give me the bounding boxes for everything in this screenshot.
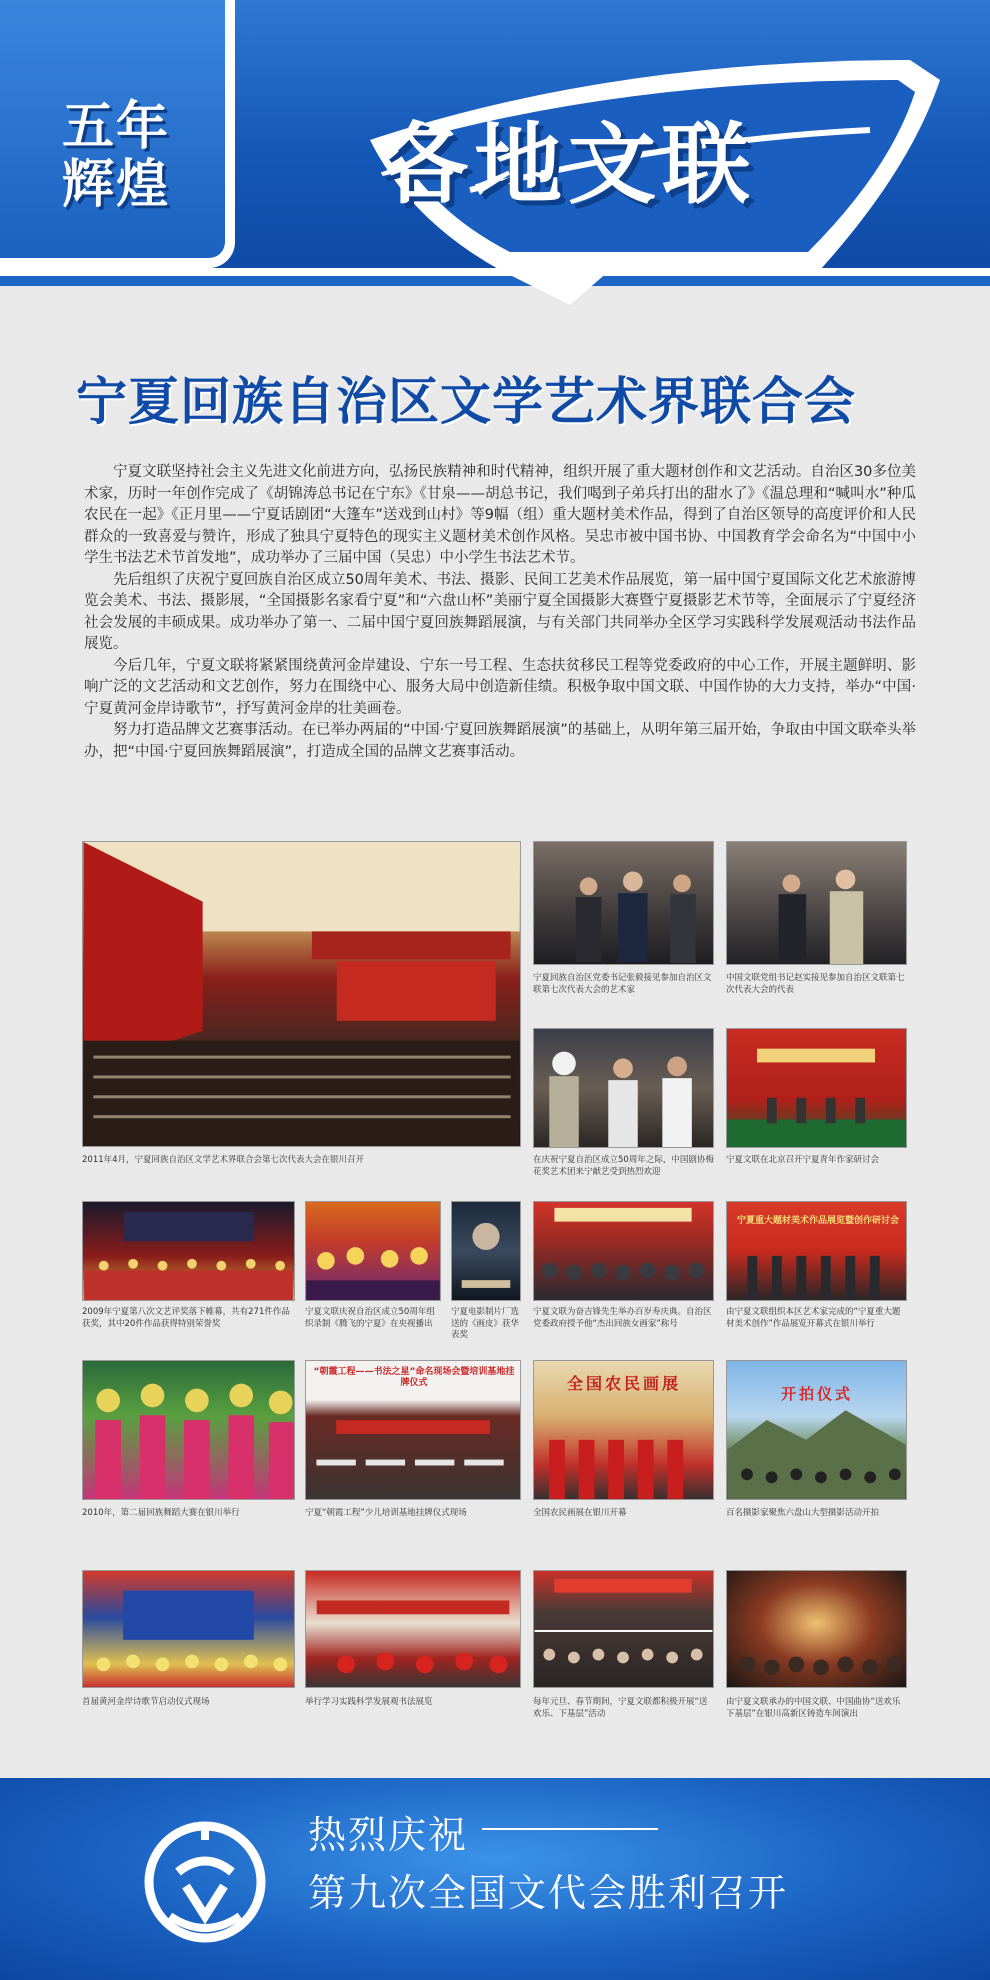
photo-caption: 宁夏回族自治区党委书记张毅接见参加自治区文联第七次代表大会的艺术家 [533, 973, 712, 995]
photo-writer-symposium [726, 1028, 907, 1148]
photo-film-poster [451, 1201, 521, 1301]
footer [0, 1778, 990, 1980]
photo-workshop-performance [726, 1570, 907, 1688]
photo-caption: 2010年，第二届回族舞蹈大赛在银川举行 [82, 1508, 240, 1518]
photo-art [306, 1202, 440, 1300]
footer-rule [482, 1828, 658, 1830]
photo-training-base [305, 1360, 521, 1500]
photo-art [727, 1571, 906, 1687]
photo-banner-text: 开拍仪式 [780, 1385, 853, 1403]
photo-art [83, 1202, 294, 1300]
photo-art [83, 1361, 294, 1499]
header-title: 各地文联 [380, 113, 757, 216]
photo-art [534, 1029, 713, 1147]
photo-poetry-festival [82, 1570, 295, 1688]
header [0, 0, 990, 320]
photo-caption: 首届黄河金岸诗歌节启动仪式现场 [82, 1697, 210, 1707]
footer-line2: 第九次全国文代会胜利召开 [308, 1871, 789, 1915]
photo-caption: 百名摄影家聚焦六盘山大型摄影活动开拍 [726, 1508, 880, 1518]
photo-caption: 2011年4月，宁夏回族自治区文学艺术界联合会第七次代表大会在银川召开 [82, 1155, 365, 1165]
photo-art [727, 1029, 906, 1147]
photo-banner-text: “朝霞工程——书法之星”命名现场会暨培训基地挂牌仪式 [313, 1367, 515, 1388]
photo-caption: 宁夏文联为奋吉锋先生举办百岁寿庆典。自治区党委政府授予他“杰出回族女画家”称号 [533, 1307, 712, 1329]
paragraph: 努力打造品牌文艺赛事活动。在已举办两届的“中国·宁夏回族舞蹈展演”的基础上，从明年第三届开始，争取由中国文联牵头举办，把“中国·宁夏回族舞蹈展演”，打造成全国的品牌文艺赛事活动。 [84, 722, 916, 760]
photo-caption: 中国文联党组书记赵实接见参加自治区文联第七次代表大会的代表 [726, 973, 905, 995]
org-title: 宁夏回族自治区文学艺术界联合会 [76, 373, 857, 432]
photo-leader-meeting [533, 841, 714, 965]
photo-calligraphy-exhibit [305, 1570, 521, 1688]
photo-art [534, 1571, 713, 1687]
photo-caption: 宁夏“朝霞工程”少儿培训基地挂牌仪式现场 [305, 1508, 467, 1518]
photo-tv-program [305, 1201, 441, 1301]
photo-caption: 每年元旦、春节期间，宁夏文联都积极开展“送欢乐、下基层”活动 [533, 1697, 708, 1719]
photo-peasant-painting [533, 1360, 714, 1500]
photo-art [452, 1202, 520, 1300]
photo-award-ceremony [82, 1201, 295, 1301]
photo-hui-dance [82, 1360, 295, 1500]
photo-caption: 宁夏文联在北京召开宁夏青年作家研讨会 [726, 1155, 880, 1165]
photo-art [534, 1202, 713, 1300]
photo-art [727, 842, 906, 964]
photo-banner-text: 全国农民画展 [566, 1374, 681, 1393]
photo-art-exhibition [726, 1201, 907, 1301]
photo-art [727, 1361, 906, 1499]
photo-congress-hall [82, 841, 521, 1147]
footer-line1: 热烈庆祝 [308, 1813, 469, 1857]
paragraph: 今后几年，宁夏文联将紧紧围绕黄河金岸建设、宁东一号工程、生态扶贫移民工程等党委政府的中心工作，开展主题鲜明、影响广泛的文艺活动和文艺创作，努力在围绕中心、服务大局中创造新佳绩。积极争取中国文联、中国作协的大力支持，举办“中国·宁夏黄河金岸诗歌节”，抒写黄河金岸的壮美画卷。 [84, 657, 916, 717]
photo-birthday-celebration [533, 1201, 714, 1301]
photo-caption: 宁夏电影制片厂选送的《画皮》获华表奖 [451, 1307, 520, 1340]
photo-liupan-photography [726, 1360, 907, 1500]
photo-troupe-welcome [533, 1028, 714, 1148]
badge-text: 五年辉煌 [62, 97, 171, 215]
photo-art [83, 842, 520, 1146]
photo-caption: 由宁夏文联组织本区艺术家完成的“宁夏重大题材美术创作”作品展览开幕式在银川举行 [726, 1307, 901, 1329]
photo-caption: 由宁夏文联承办的中国文联、中国曲协“送欢乐下基层”在银川高新区铸造车间演出 [726, 1697, 901, 1719]
photo-art [306, 1571, 520, 1687]
photo-caption: 举行学习实践科学发展观书法展览 [305, 1697, 433, 1707]
photo-caption: 全国农民画展在银川开幕 [533, 1508, 627, 1518]
body-text [84, 462, 916, 763]
photo-grassroots-event [533, 1570, 714, 1688]
photo-caption: 宁夏文联庆祝自治区成立50周年组织录制《腾飞的宁夏》在央视播出 [305, 1307, 435, 1329]
photo-art [83, 1571, 294, 1687]
photo-leader-greeting [726, 841, 907, 965]
paragraph: 先后组织了庆祝宁夏回族自治区成立50周年美术、书法、摄影、民间工艺美术作品展览，第一届中国宁夏国际文化艺术旅游博览会美术、书法、摄影展，“全国摄影名家看宁夏”和“六盘山杯”美丽宁夏全国摄影大赛暨宁夏摄影艺术节等，全面展示了宁夏经济社会发展的丰硕成果。成功举办了第一、二届中国宁夏回族舞蹈展演，与有关部门共同举办全区学习实践科学发展观活动书法作品展览。 [84, 571, 916, 652]
fan-tail [500, 270, 610, 305]
photo-caption: 在庆祝宁夏自治区成立50周年之际，中国剧协梅花奖艺术团来宁献艺受到热烈欢迎 [533, 1155, 714, 1177]
federation-logo-icon [140, 1820, 270, 1944]
photo-art [534, 842, 713, 964]
paragraph: 宁夏文联坚持社会主义先进文化前进方向，弘扬民族精神和时代精神，组织开展了重大题材创作和文艺活动。自治区30多位美术家，历时一年创作完成了《胡锦涛总书记在宁东》《甘泉——胡总书记，我们喝到子弟兵打出的甜水了》《温总理和“喊叫水”种瓜农民在一起》《正月里——宁夏话剧团“大篷车”送戏到山村》等9幅（组）重大题材美术作品，得到了自治区领导的高度评价和人民群众的一致喜爱与赞许，形成了独具宁夏特色的现实主义题材美术创作风格。吴忠市被中国书协、中国教育学会命名为“中国中小学生书法艺术节首发地”，成功举办了三届中国（吴忠）中小学生书法艺术节。 [84, 464, 916, 566]
photo-banner-text: 宁夏重大题材美术作品展览暨创作研讨会 [736, 1216, 899, 1226]
photo-caption: 2009年宁夏第八次文艺评奖落下帷幕，共有271件作品获奖，其中20件作品获得特别荣誉奖 [82, 1307, 290, 1329]
